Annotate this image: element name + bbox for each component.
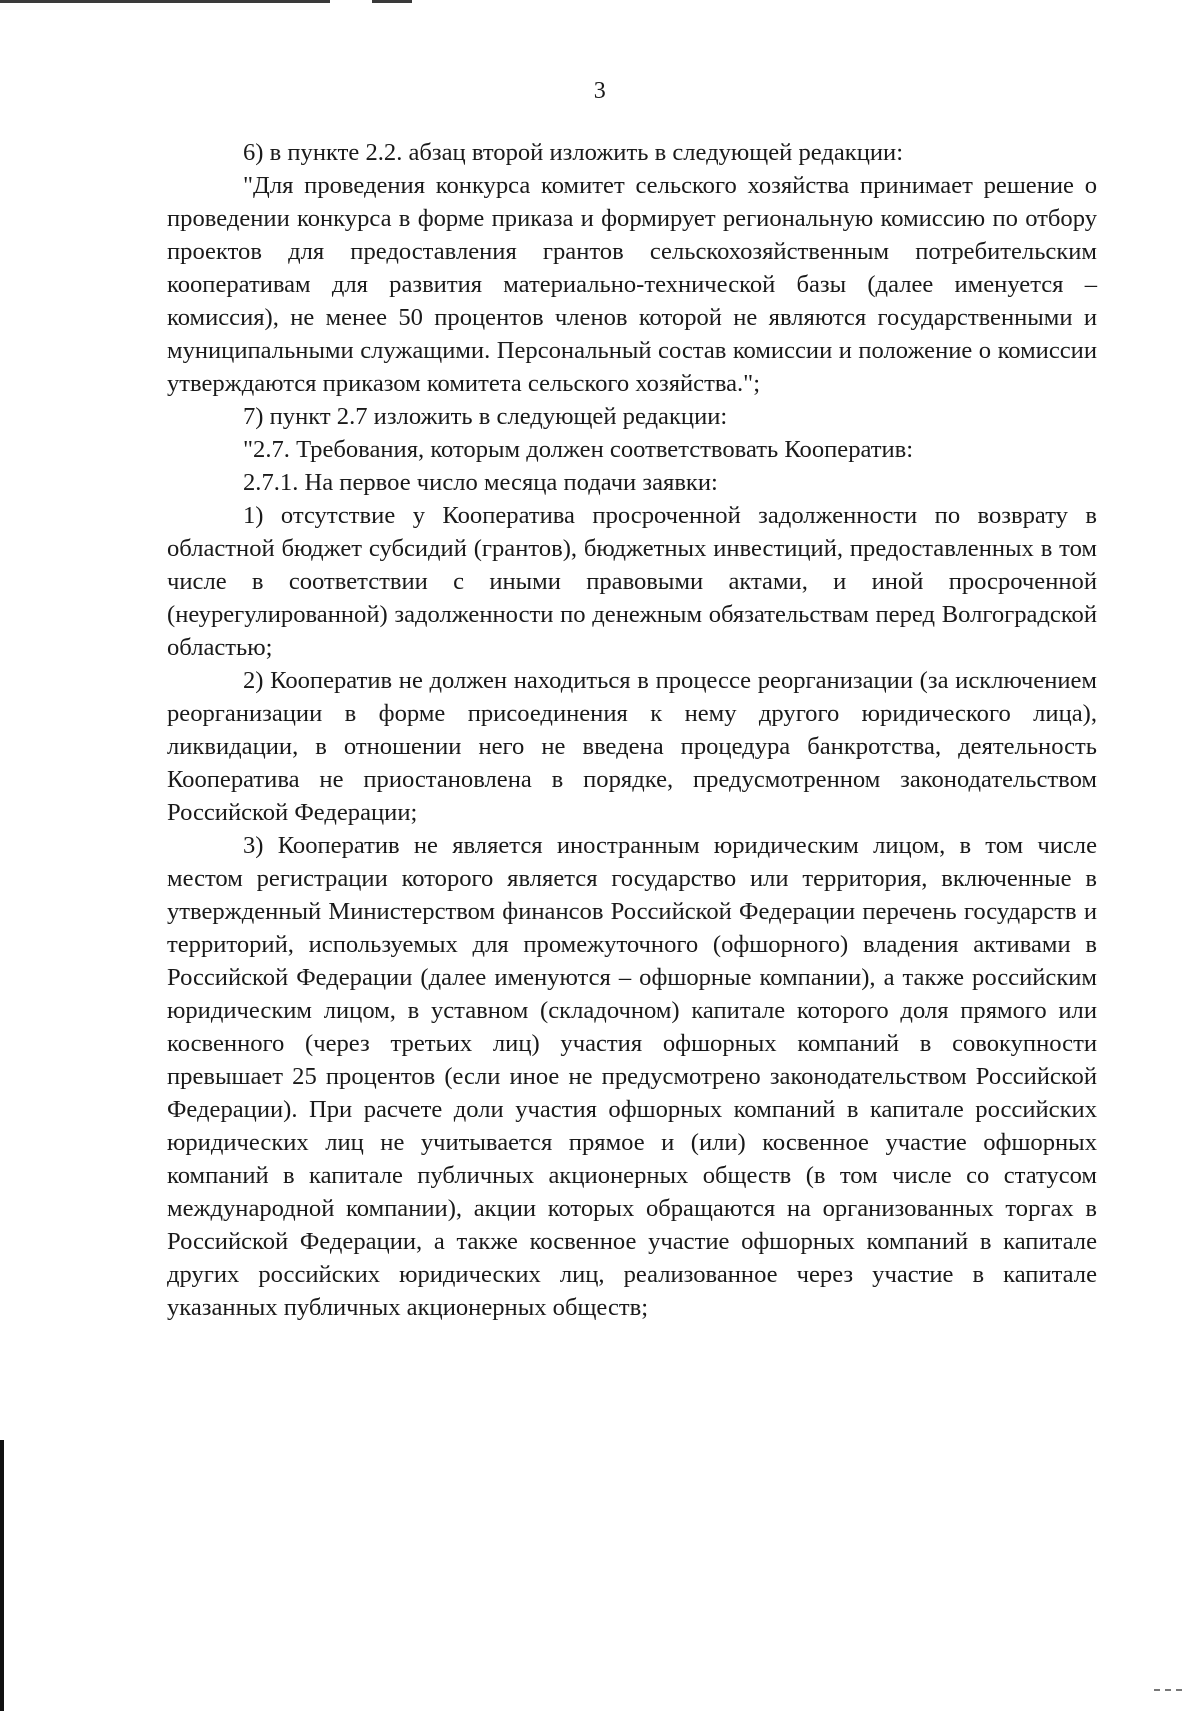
paragraph-item-6-intro: 6) в пункте 2.2. абзац второй изложить в следующей редакции:	[243, 139, 904, 166]
paragraph-item-7-intro: 7) пункт 2.7 изложить в следующей редакции:	[243, 403, 728, 430]
page-number: 3	[593, 78, 607, 104]
paragraph-item-6-text: "Для проведения конкурса комитет сельского хозяйства принимает решение о проведении конкурса в форме приказа и формирует региональную комиссию по отбору проектов для предоставления грантов сельскохозяйственным потребительским кооперативам для развития материально-технической базы (далее именуется – комиссия), не менее 50 процентов членов которой не являются государственными и муниципальными служащими. Персональный состав комиссии и положение о комиссии утверждаются приказом комитета сельского хозяйства.";	[167, 172, 1097, 397]
scan-top-rule-fragment	[372, 0, 412, 3]
paragraph-requirement-2: 2) Кооператив не должен находиться в процессе реорганизации (за исключением реорганизации в форме присоединения к нему другого юридического лица), ликвидации, в отношении него не введена процедура банкротства, деятельность Кооператива не приостановлена в порядке, предусмотренном законодательством Российской Федерации;	[167, 667, 1097, 826]
document-body	[167, 136, 1097, 1324]
paragraph-requirement-1: 1) отсутствие у Кооператива просроченной задолженности по возврату в областной бюджет субсидий (грантов), бюджетных инвестиций, предоставленных в том числе в соответствии с иными правовыми актами, и иной просроченной (неурегулированной) задолженности по денежным обязательствам перед Волгоградской областью;	[167, 502, 1097, 661]
scan-left-edge-shadow	[0, 1440, 4, 1711]
paragraph-clause-2-7: "2.7. Требования, которым должен соответствовать Кооператив:	[243, 436, 914, 463]
scan-top-rule	[0, 0, 330, 3]
scan-corner-marks	[1154, 1689, 1182, 1697]
paragraph-clause-2-7-1: 2.7.1. На первое число месяца подачи заявки:	[243, 469, 718, 496]
paragraph-requirement-3: 3) Кооператив не является иностранным юридическим лицом, в том числе местом регистрации которого является государство или территория, включенные в утвержденный Министерством финансов Российской Федерации перечень государств и территорий, используемых для промежуточного (офшорного) владения активами в Российской Федерации (далее именуются – офшорные компании), а также российским юридическим лицом, в уставном (складочном) капитале которого доля прямого или косвенного (через третьих лиц) участия офшорных компаний в совокупности превышает 25 процентов (если иное не предусмотрено законодательством Российской Федерации). При расчете доли участия офшорных компаний в капитале российских юридических лиц не учитывается прямое и (или) косвенное участие офшорных компаний в капитале публичных акционерных обществ (в том числе со статусом международной компании), акции которых обращаются на организованных торгах в Российской Федерации, а также косвенное участие офшорных компаний в капитале других российских юридических лиц, реализованное через участие в капитале указанных публичных акционерных обществ;	[167, 832, 1097, 1321]
